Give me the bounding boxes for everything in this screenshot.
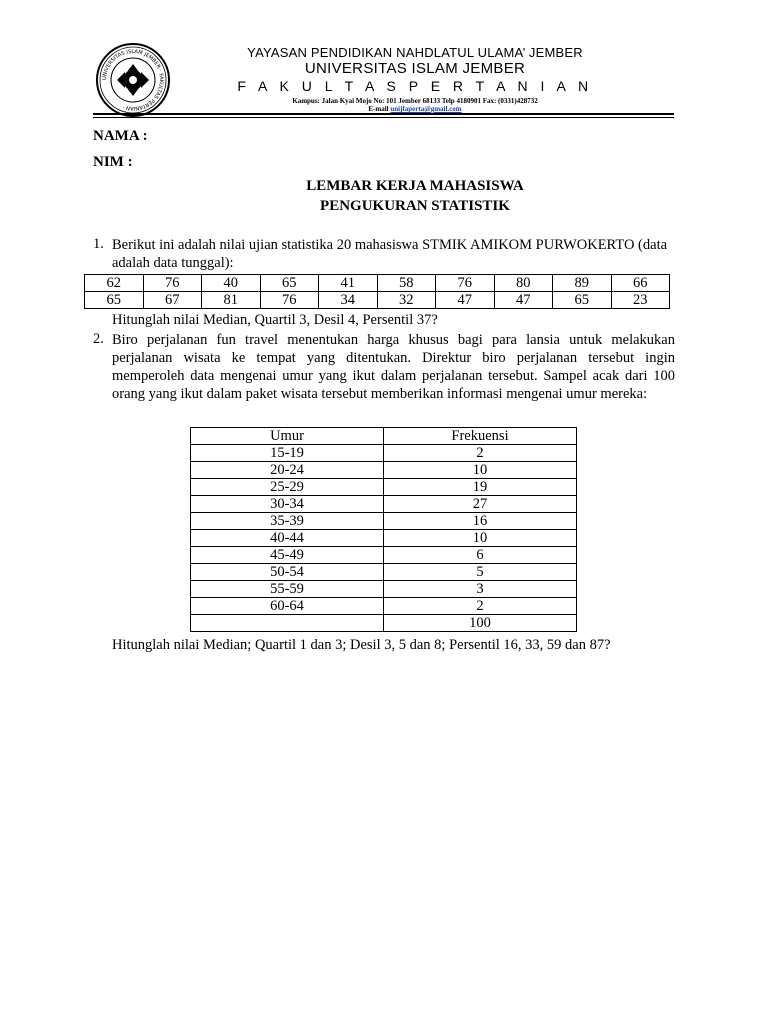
score-cell: 58 [377, 275, 436, 292]
table-row [191, 513, 577, 530]
svg-text:UNIVERSITAS ISLAM JEMBER · FAK: UNIVERSITAS ISLAM JEMBER · FAKULTAS PERTANIAN · [101, 48, 165, 112]
worksheet-subtitle: PENGUKURAN STATISTIK [320, 198, 510, 214]
score-cell: 76 [143, 275, 202, 292]
age-range-cell: 35-39 [191, 513, 384, 530]
score-cell: 65 [85, 292, 144, 309]
question-2-text: Biro perjalanan fun travel menentukan harga khusus bagi para lansia untuk melakukan perjalanan wisata ke tempat yang ditentukan. Direktur biro perjalanan tersebut ingin memperoleh data mengenai umur yang ikut dalam perjalanan tersebut. Sampel acak dari 100 orang yang ikut dalam paket wisata tersebut memberikan informasi mengenai umur mereka: [112, 332, 675, 402]
table-header-row [191, 428, 577, 445]
score-cell: 80 [494, 275, 553, 292]
score-cell: 76 [260, 292, 319, 309]
table-row [191, 615, 577, 632]
frequency-cell: 19 [384, 479, 577, 496]
table-row [85, 275, 670, 292]
question-1-instruction: Hitunglah nilai Median, Quartil 3, Desil 4, Persentil 37? [112, 312, 438, 328]
score-cell: 65 [553, 292, 612, 309]
foundation-name: YAYASAN PENDIDIKAN NAHDLATUL ULAMA’ JEMBER [247, 45, 583, 60]
question-1-text: Berikut ini adalah nilai ujian statistika 20 mahasiswa STMIK AMIKOM PURWOKERTO (data adalah data tunggal): [112, 237, 668, 271]
email-label: E-mail [368, 105, 391, 113]
age-range-cell: 55-59 [191, 581, 384, 598]
table-row [191, 462, 577, 479]
worksheet-title: LEMBAR KERJA MAHASISWA [306, 178, 524, 194]
score-cell: 34 [319, 292, 378, 309]
column-header-age: Umur [191, 428, 384, 445]
age-range-cell: 25-29 [191, 479, 384, 496]
table-row [191, 496, 577, 513]
frequency-cell: 6 [384, 547, 577, 564]
score-cell: 65 [260, 275, 319, 292]
frequency-cell: 3 [384, 581, 577, 598]
table-row [191, 445, 577, 462]
frequency-cell: 10 [384, 462, 577, 479]
score-cell: 81 [202, 292, 261, 309]
table-row [191, 581, 577, 598]
table-row [191, 564, 577, 581]
frequency-cell: 2 [384, 445, 577, 462]
question-2-number: 2. [93, 331, 104, 347]
age-range-cell: 15-19 [191, 445, 384, 462]
question-1-number: 1. [93, 236, 104, 252]
age-range-cell [191, 615, 384, 632]
frequency-cell: 100 [384, 615, 577, 632]
column-header-frequency: Frekuensi [384, 428, 577, 445]
campus-address: Kampus: Jalan Kyai Mojo No: 101 Jember 68133 Telp 4180901 Fax: (0331)428732 [292, 97, 538, 105]
age-range-cell: 50-54 [191, 564, 384, 581]
contact-email-line [180, 105, 650, 113]
score-cell: 76 [436, 275, 495, 292]
score-cell: 89 [553, 275, 612, 292]
table-row [191, 598, 577, 615]
question-2-instruction: Hitunglah nilai Median; Quartil 1 dan 3; Desil 3, 5 dan 8; Persentil 16, 33, 59 dan 87? [112, 637, 611, 653]
age-range-cell: 60-64 [191, 598, 384, 615]
name-label: NAMA : [93, 128, 148, 144]
score-cell: 40 [202, 275, 261, 292]
question-1-data-table [84, 274, 670, 309]
score-cell: 47 [494, 292, 553, 309]
university-logo [95, 42, 171, 118]
frequency-cell: 5 [384, 564, 577, 581]
frequency-cell: 2 [384, 598, 577, 615]
age-range-cell: 40-44 [191, 530, 384, 547]
nim-label: NIM : [93, 154, 133, 170]
faculty-name: F A K U L T A S P E R T A N I A N [237, 78, 593, 94]
age-frequency-table [190, 427, 577, 632]
score-cell: 47 [436, 292, 495, 309]
score-cell: 23 [611, 292, 670, 309]
table-row [85, 292, 670, 309]
age-range-cell: 30-34 [191, 496, 384, 513]
university-name: UNIVERSITAS ISLAM JEMBER [304, 60, 526, 77]
frequency-cell: 10 [384, 530, 577, 547]
age-range-cell: 20-24 [191, 462, 384, 479]
score-cell: 66 [611, 275, 670, 292]
score-cell: 41 [319, 275, 378, 292]
frequency-cell: 27 [384, 496, 577, 513]
score-cell: 62 [85, 275, 144, 292]
table-row [191, 547, 577, 564]
frequency-cell: 16 [384, 513, 577, 530]
score-cell: 67 [143, 292, 202, 309]
table-row [191, 479, 577, 496]
score-cell: 32 [377, 292, 436, 309]
age-range-cell: 45-49 [191, 547, 384, 564]
letterhead-rule-thin [93, 117, 674, 118]
letterhead-rule-thick [93, 113, 674, 115]
email-link[interactable]: unijfaperta@gmail.com [390, 105, 462, 113]
table-row [191, 530, 577, 547]
